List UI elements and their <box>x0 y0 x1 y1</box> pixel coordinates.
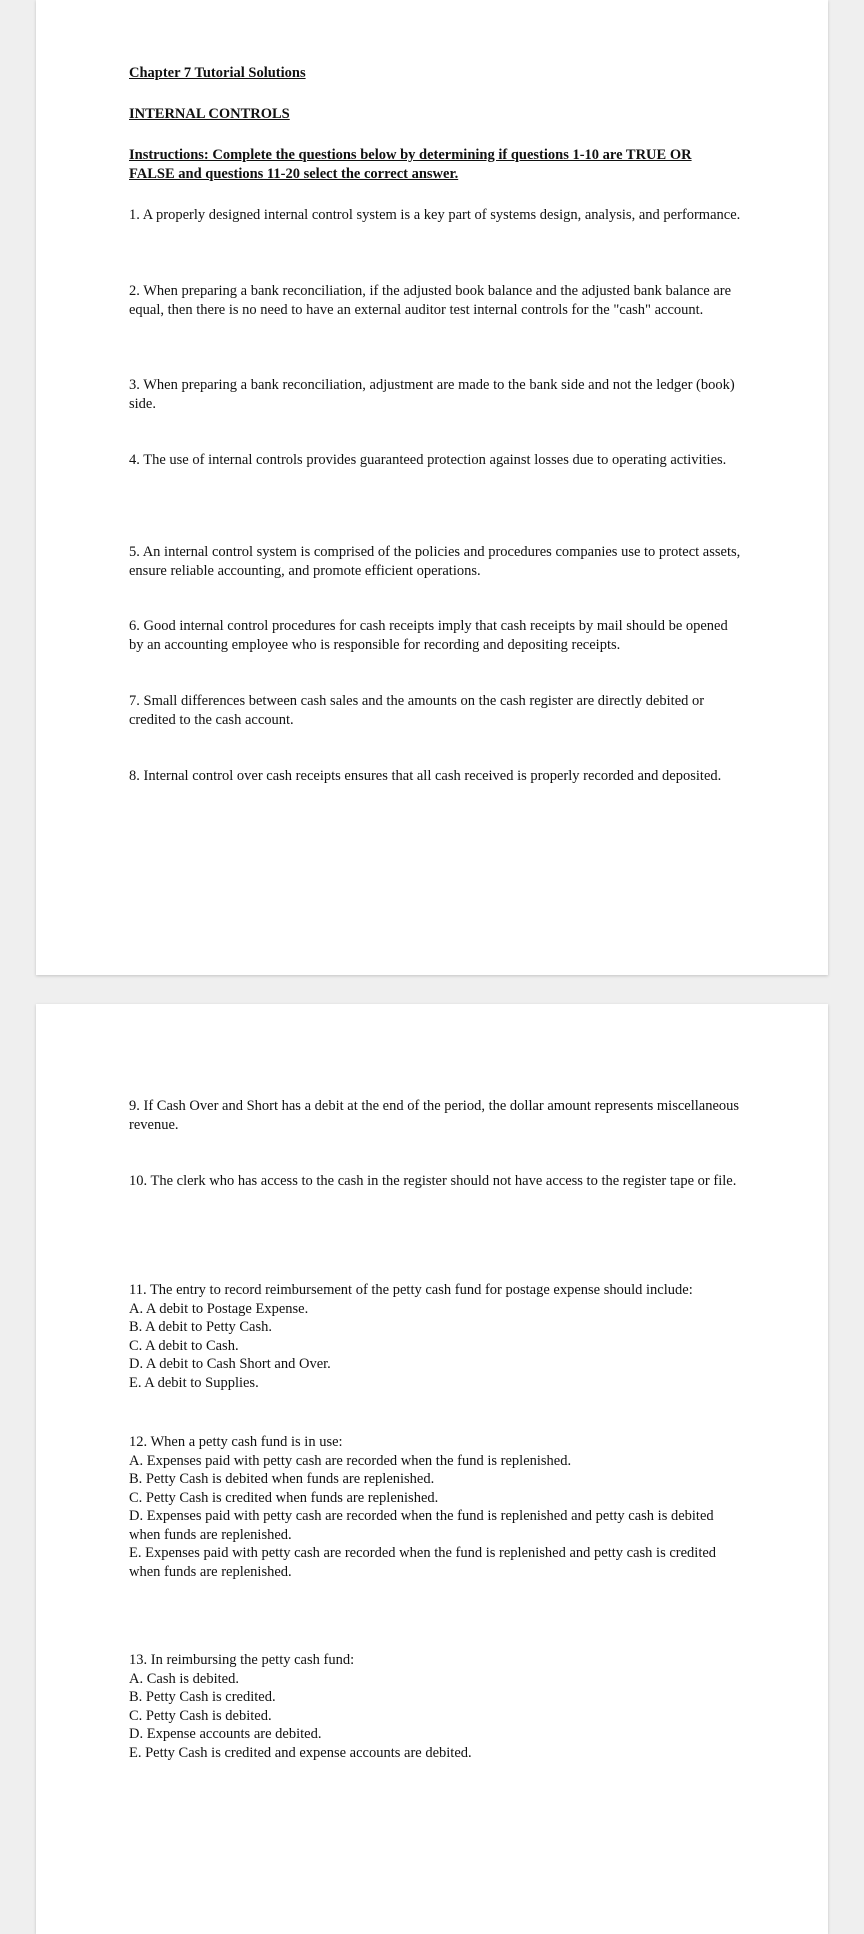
answer-option: C. Petty Cash is credited when funds are replenished. <box>129 1489 439 1506</box>
answer-option: B. Petty Cash is debited when funds are replenished. <box>129 1471 435 1487</box>
answer-option: E. Expenses paid with petty cash are recorded when the fund is replenished and petty cash is credited when funds are replenished. <box>129 1545 717 1580</box>
answer-option: A. A debit to Postage Expense. <box>129 1300 309 1317</box>
answer-option: D. Expenses paid with petty cash are recorded when the fund is replenished and petty cash is debited when funds are replenished. <box>129 1508 714 1543</box>
question-5: 5. An internal control system is comprised of the policies and procedures companies use to protect assets, ensure reliable accounting, and promote efficient operations. <box>129 544 741 579</box>
question-stem: 12. When a petty cash fund is in use: <box>129 1434 343 1450</box>
question-3: 3. When preparing a bank reconciliation, adjustment are made to the bank side and not the ledger (book) side. <box>129 377 735 412</box>
answer-option: C. A debit to Cash. <box>129 1337 239 1354</box>
question-4: 4. The use of internal controls provides guaranteed protection against losses due to operating activities. <box>129 452 727 468</box>
section-heading: INTERNAL CONTROLS <box>129 106 290 122</box>
answer-option: E. Petty Cash is credited and expense accounts are debited. <box>129 1744 472 1761</box>
question-stem: 13. In reimbursing the petty cash fund: <box>129 1652 355 1668</box>
answer-option: D. Expense accounts are debited. <box>129 1726 322 1742</box>
question-7: 7. Small differences between cash sales and the amounts on the cash register are directly debited or credited to the cash account. <box>129 693 705 728</box>
answer-option: A. Expenses paid with petty cash are recorded when the fund is replenished. <box>129 1452 572 1469</box>
answer-option: B. Petty Cash is credited. <box>129 1689 276 1705</box>
question-stem: 11. The entry to record reimbursement of the petty cash fund for postage expense should include: <box>129 1282 693 1298</box>
answer-option: D. A debit to Cash Short and Over. <box>129 1356 331 1372</box>
instructions-line-1: Instructions: Complete the questions below by determining if questions 1-10 are TRUE OR <box>129 147 692 163</box>
question-12 <box>129 1433 741 1581</box>
answer-option: A. Cash is debited. <box>129 1670 239 1687</box>
question-11 <box>129 1281 741 1392</box>
question-6: 6. Good internal control procedures for cash receipts imply that cash receipts by mail should be opened by an accounting employee who is responsible for recording and depositing receipts. <box>129 618 728 653</box>
question-10: 10. The clerk who has access to the cash in the register should not have access to the register tape or file. <box>129 1173 737 1189</box>
instructions-line-2: FALSE and questions 11-20 select the correct answer. <box>129 165 459 182</box>
question-13 <box>129 1651 741 1762</box>
question-2: 2. When preparing a bank reconciliation, if the adjusted book balance and the adjusted bank balance are equal, then there is no need to have an external auditor test internal controls for the "cash" account. <box>129 283 732 318</box>
instructions <box>129 146 749 183</box>
document-page-2 <box>36 1004 828 1934</box>
document-title: Chapter 7 Tutorial Solutions <box>129 65 306 81</box>
answer-option: E. A debit to Supplies. <box>129 1374 259 1391</box>
answer-option: B. A debit to Petty Cash. <box>129 1319 272 1335</box>
question-1: 1. A properly designed internal control system is a key part of systems design, analysis, and performance. <box>129 207 741 223</box>
answer-option: C. Petty Cash is debited. <box>129 1707 272 1724</box>
question-9: 9. If Cash Over and Short has a debit at the end of the period, the dollar amount represents miscellaneous revenue. <box>129 1098 740 1133</box>
document-page-1 <box>36 0 828 975</box>
question-8: 8. Internal control over cash receipts ensures that all cash received is properly recorded and deposited. <box>129 768 722 784</box>
